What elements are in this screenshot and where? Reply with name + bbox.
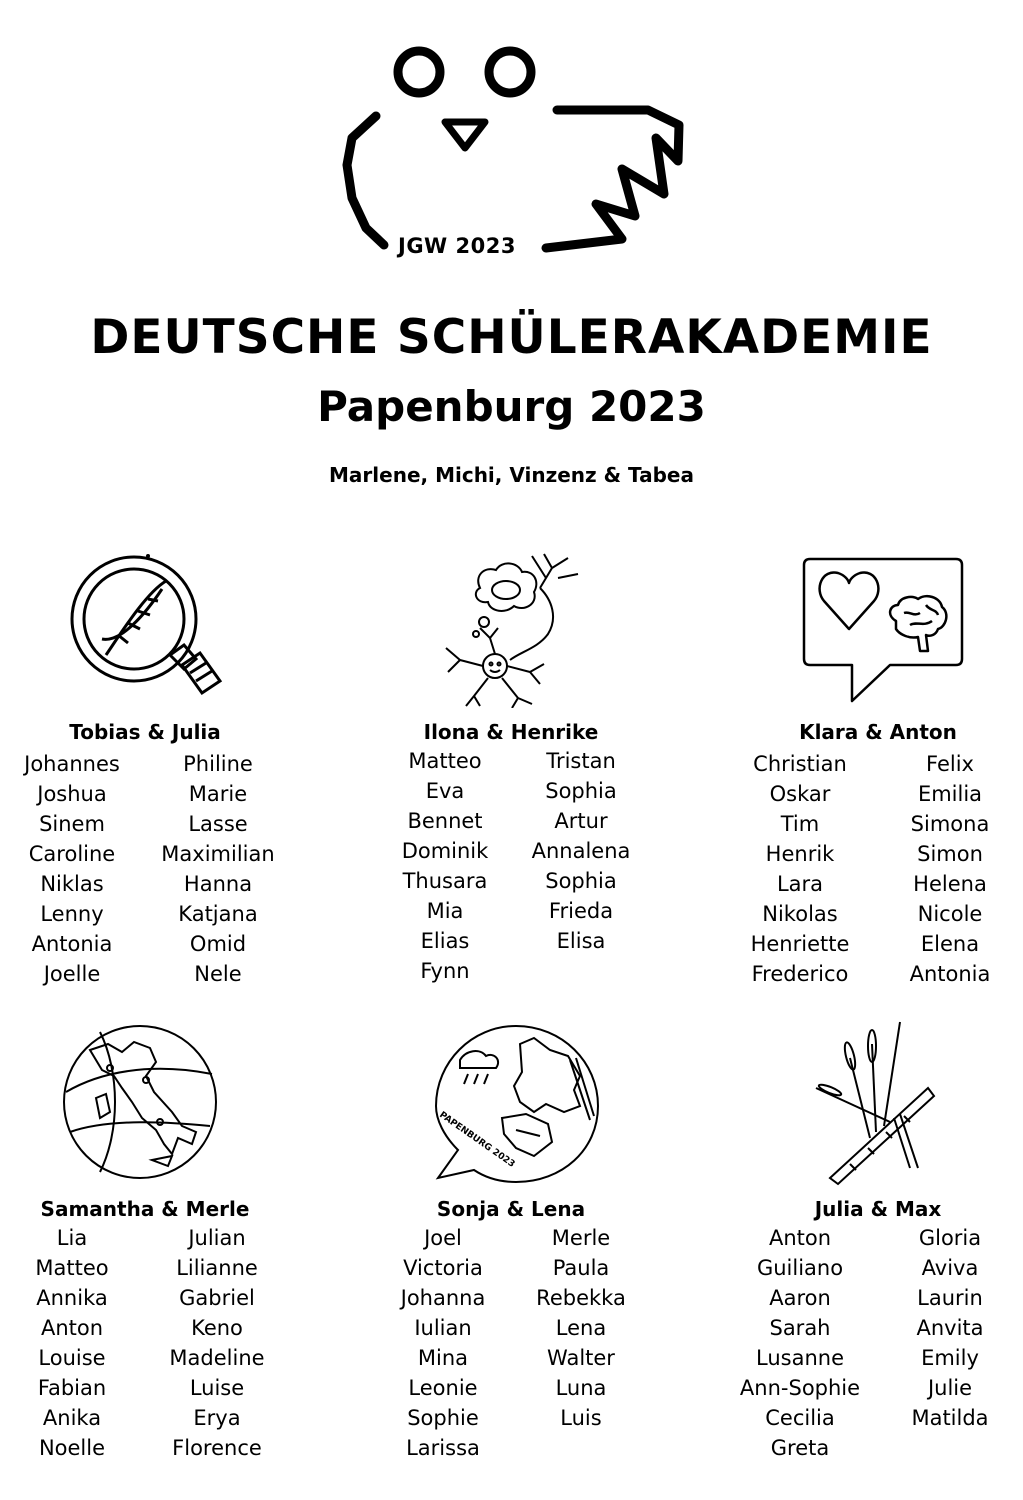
participant-name: Sophie: [407, 1406, 479, 1430]
participant-name: Madeline: [169, 1346, 265, 1370]
participant-name: Nicole: [917, 902, 983, 926]
participant-name: Julie: [927, 1376, 973, 1400]
participant-name: Nele: [194, 962, 242, 986]
participant-name: Johannes: [24, 752, 120, 776]
participant-name: Nikolas: [762, 902, 838, 926]
participant-name: Annalena: [531, 839, 631, 863]
participant-name: Omid: [189, 932, 247, 956]
course-title: Tobias & Julia: [69, 720, 221, 744]
participant-list-right: [143, 749, 293, 989]
participant-name: Aviva: [921, 1256, 979, 1280]
participant-name: Bennet: [407, 809, 483, 833]
participant-name: Eva: [425, 779, 465, 803]
participant-list-left: [368, 1223, 518, 1463]
participant-name: Niklas: [40, 872, 104, 896]
dna-magnifier-icon: [66, 553, 226, 703]
participant-name: Frederico: [751, 962, 849, 986]
participant-name: Sinem: [39, 812, 105, 836]
participant-name: Helena: [913, 872, 987, 896]
participant-name: Lena: [555, 1316, 607, 1340]
participant-name: Maximilian: [161, 842, 275, 866]
participant-name: Luise: [189, 1376, 245, 1400]
participant-name: Lia: [56, 1226, 88, 1250]
participant-list-left: [0, 749, 147, 989]
participant-name: Iulian: [414, 1316, 472, 1340]
participant-list-left: [370, 746, 520, 986]
participant-name: Sophia: [545, 869, 617, 893]
participant-name: Felix: [926, 752, 974, 776]
participant-name: Katjana: [178, 902, 258, 926]
participant-name: Sarah: [769, 1316, 831, 1340]
participant-name: Gabriel: [179, 1286, 255, 1310]
participant-name: Antonia: [31, 932, 113, 956]
participant-name: Matilda: [911, 1406, 989, 1430]
participant-list-right: [875, 1223, 1023, 1433]
heart-brain-speech-icon: [800, 555, 966, 705]
participant-name: Fabian: [37, 1376, 107, 1400]
academy-leaders: Marlene, Michi, Vinzenz & Tabea: [329, 463, 694, 487]
participant-name: Frieda: [548, 899, 614, 923]
participant-name: Victoria: [403, 1256, 483, 1280]
participant-name: Rebekka: [536, 1286, 626, 1310]
course-title: Sonja & Lena: [436, 1197, 586, 1221]
participant-name: Paula: [552, 1256, 610, 1280]
participant-name: Elisa: [556, 929, 606, 953]
participant-name: Lasse: [188, 812, 248, 836]
participant-name: Florence: [172, 1436, 262, 1460]
participant-name: Christian: [753, 752, 847, 776]
participant-name: Fynn: [420, 959, 470, 983]
participant-list-left: [0, 1223, 147, 1463]
participant-name: Erya: [193, 1406, 241, 1430]
participant-name: Tim: [780, 812, 820, 836]
participant-list-left: [725, 749, 875, 989]
participant-name: Gloria: [918, 1226, 982, 1250]
participant-name: Simon: [917, 842, 983, 866]
participant-name: Emily: [921, 1346, 979, 1370]
globe-caption: PAPENBURG 2023: [437, 1110, 517, 1170]
participant-name: Aaron: [769, 1286, 831, 1310]
participant-name: Oskar: [769, 782, 831, 806]
participant-name: Anika: [42, 1406, 102, 1430]
participant-name: Keno: [191, 1316, 243, 1340]
participant-list-right: [142, 1223, 292, 1463]
participant-list-right: [506, 746, 656, 956]
participant-name: Laurin: [917, 1286, 983, 1310]
page-subtitle: Papenburg 2023: [317, 382, 706, 431]
participant-name: Johanna: [400, 1286, 486, 1310]
participant-name: Anton: [40, 1316, 104, 1340]
course-title: Ilona & Henrike: [423, 720, 599, 744]
participant-name: Louise: [38, 1346, 106, 1370]
participant-name: Guiliano: [756, 1256, 844, 1280]
participant-name: Joel: [424, 1226, 462, 1250]
page-title: DEUTSCHE SCHÜLERAKADEMIE: [90, 310, 933, 365]
participant-name: Lenny: [40, 902, 104, 926]
participant-name: Merle: [551, 1226, 611, 1250]
participant-name: Cecilia: [765, 1406, 835, 1430]
participant-name: Luis: [560, 1406, 602, 1430]
participant-name: Joshua: [37, 782, 107, 806]
participant-name: Luna: [555, 1376, 607, 1400]
participant-name: Ann-Sophie: [739, 1376, 861, 1400]
globe-speech-icon: [430, 1020, 602, 1185]
participant-name: Lusanne: [756, 1346, 844, 1370]
participant-name: Henriette: [750, 932, 850, 956]
participant-name: Artur: [554, 809, 608, 833]
participant-name: Thusara: [402, 869, 488, 893]
participant-name: Dominik: [401, 839, 489, 863]
participant-name: Philine: [183, 752, 253, 776]
participant-name: Caroline: [28, 842, 116, 866]
participant-name: Simona: [910, 812, 990, 836]
course-title: Klara & Anton: [799, 720, 957, 744]
grain-bundle-icon: [810, 1018, 940, 1186]
participant-name: Sophia: [545, 779, 617, 803]
course-title: Samantha & Merle: [40, 1197, 250, 1221]
participant-name: Noelle: [38, 1436, 106, 1460]
participant-name: Elena: [920, 932, 980, 956]
participant-name: Leonie: [408, 1376, 478, 1400]
participant-name: Anton: [768, 1226, 832, 1250]
participant-name: Mia: [426, 899, 464, 923]
participant-name: Walter: [547, 1346, 615, 1370]
participant-name: Lilianne: [176, 1256, 258, 1280]
participant-name: Antonia: [909, 962, 991, 986]
participant-list-left: [725, 1223, 875, 1463]
participant-list-right: [506, 1223, 656, 1433]
participant-name: Larissa: [406, 1436, 480, 1460]
participant-name: Julian: [188, 1226, 246, 1250]
participant-name: Joelle: [43, 962, 101, 986]
participant-name: Greta: [770, 1436, 830, 1460]
participant-name: Matteo: [35, 1256, 109, 1280]
participant-name: Henrik: [765, 842, 835, 866]
italy-map-icon: [60, 1022, 220, 1182]
participant-name: Mina: [417, 1346, 469, 1370]
logo-text: JGW 2023: [398, 234, 516, 258]
participant-name: Lara: [776, 872, 824, 896]
participant-name: Annika: [36, 1286, 108, 1310]
participant-name: Anvita: [916, 1316, 984, 1340]
neuron-brain-icon: [440, 548, 585, 708]
participant-name: Matteo: [408, 749, 482, 773]
participant-list-right: [875, 749, 1023, 989]
participant-name: Hanna: [183, 872, 253, 896]
participant-name: Marie: [188, 782, 248, 806]
participant-name: Tristan: [546, 749, 616, 773]
participant-name: Emilia: [917, 782, 983, 806]
participant-name: Elias: [420, 929, 470, 953]
course-title: Julia & Max: [814, 1197, 942, 1221]
